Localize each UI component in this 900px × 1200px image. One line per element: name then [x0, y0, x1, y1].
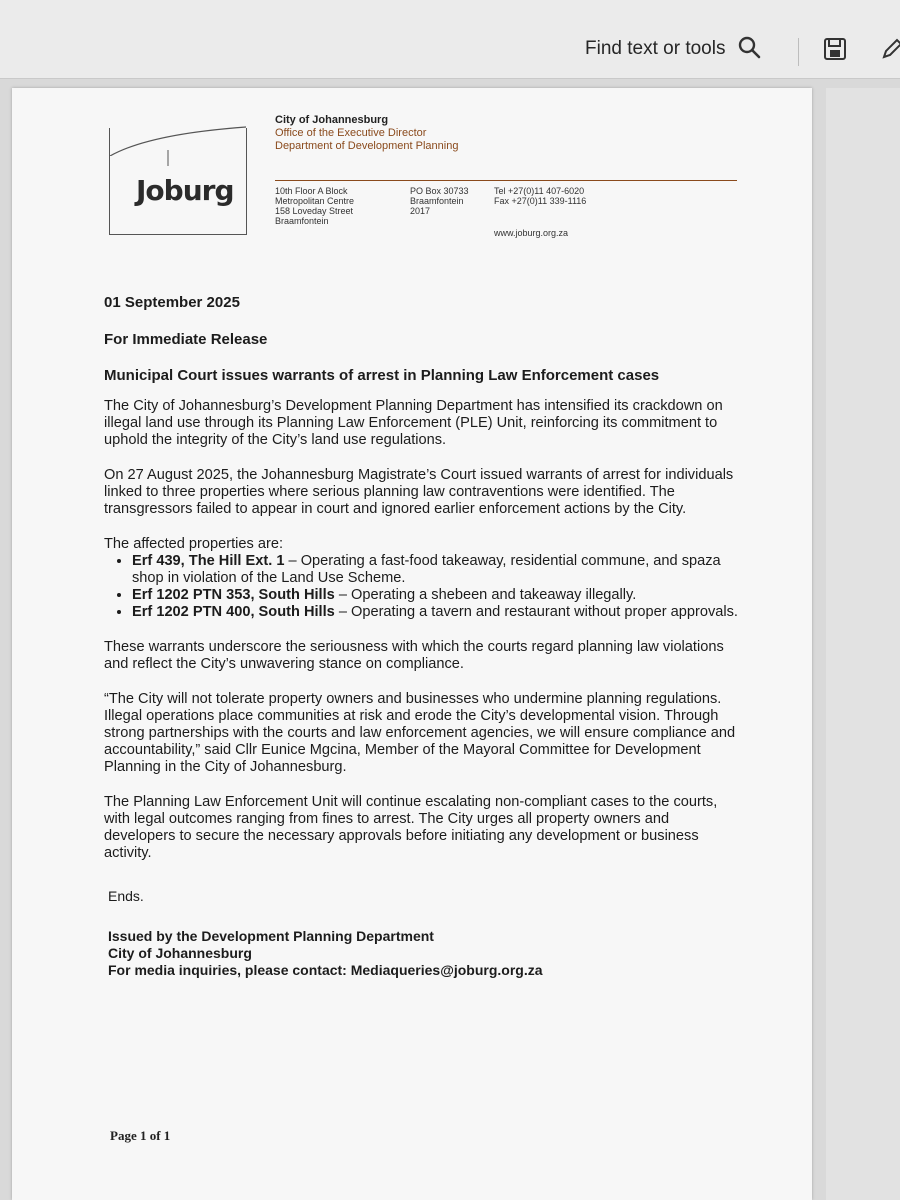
- list-item: [132, 587, 744, 604]
- tel-number: Tel +27(0)11 407-6020: [494, 186, 585, 196]
- paragraph-4-quote: “The City will not tolerate property owners and businesses who undermine planning regulations. Illegal operations place communities at risk and erode the City’s developmental vision. Through strong partnerships with the courts and law enforcement agencies, we will ensure compliance and accountability,” said Cllr Eunice Mgcina, Member of the Mayoral Committee for Development Planning in the City of Johannesburg.: [104, 691, 736, 775]
- right-side-panel: [826, 88, 900, 1200]
- logo-tick-icon: [163, 150, 173, 166]
- logo-curve-icon: [109, 126, 247, 156]
- joburg-logo: [109, 128, 247, 235]
- street-address: [275, 186, 354, 226]
- find-label: Find text or tools: [585, 38, 726, 59]
- contact-numbers: [494, 186, 586, 206]
- property-name: Erf 1202 PTN 400, South Hills: [132, 604, 335, 620]
- paragraph-2: On 27 August 2025, the Johannesburg Magistrate’s Court issued warrants of arrest for individuals linked to three properties where serious planning law contraventions were identified. The transgressors failed to appear in court and ignored earlier enforcement actions by the City.: [104, 467, 734, 517]
- property-name: Erf 1202 PTN 353, South Hills: [132, 587, 335, 603]
- postal-line: PO Box 30733: [410, 186, 469, 196]
- address-line: Metropolitan Centre: [275, 196, 355, 206]
- viewer-toolbar: [0, 0, 900, 79]
- office-name: Office of the Executive Director: [275, 127, 427, 139]
- department-name: Department of Development Planning: [275, 140, 459, 152]
- paragraph-5: The Planning Law Enforcement Unit will continue escalating non-compliant cases to the courts, with legal outcomes ranging from fines to arrest. The City urges all property owners and developers to secure the necessary approvals before initiating any development or business activity.: [104, 794, 718, 861]
- property-desc: – Operating a fast-food takeaway, residential commune, and spaza shop in violation of the Land Use Scheme.: [132, 553, 721, 586]
- page-number: Page 1 of 1: [110, 1128, 171, 1143]
- organisation-block: [275, 114, 458, 153]
- issued-org: City of Johannesburg: [108, 945, 252, 961]
- edit-icon: [880, 37, 900, 66]
- headline: Municipal Court issues warrants of arrest in Planning Law Enforcement cases: [104, 367, 660, 384]
- properties-list: [104, 553, 744, 621]
- website: www.joburg.org.za: [494, 228, 569, 238]
- press-release-body: [104, 294, 744, 979]
- release-type: For Immediate Release: [104, 331, 268, 348]
- find-text-or-tools-button[interactable]: [585, 34, 761, 64]
- toolbar-divider: [798, 38, 799, 66]
- issued-by-block: [108, 928, 744, 979]
- document-page: [12, 88, 812, 1200]
- issued-by: Issued by the Development Planning Department: [108, 928, 434, 944]
- release-date: 01 September 2025: [104, 294, 240, 311]
- save-button[interactable]: [820, 36, 850, 66]
- logo-text: Joburg: [136, 174, 234, 207]
- media-contact: For media inquiries, please contact: Mediaqueries@joburg.org.za: [108, 962, 543, 978]
- postal-line: Braamfontein: [410, 196, 464, 206]
- address-line: 10th Floor A Block: [275, 186, 348, 196]
- property-name: Erf 439, The Hill Ext. 1: [132, 553, 285, 569]
- fax-number: Fax +27(0)11 339-1116: [494, 196, 587, 206]
- list-item: [132, 553, 744, 587]
- org-name: City of Johannesburg: [275, 114, 389, 126]
- paragraph-1: The City of Johannesburg’s Development Planning Department has intensified its crackdown on illegal land use through its Planning Law Enforcement (PLE) Unit, reinforcing its commitment to uphold the integrity of the City’s land use regulations.: [104, 398, 723, 448]
- address-line: 158 Loveday Street: [275, 206, 354, 216]
- property-desc: – Operating a shebeen and takeaway illegally.: [334, 587, 637, 603]
- property-desc: – Operating a tavern and restaurant without proper approvals.: [334, 604, 738, 620]
- postal-address: [410, 186, 469, 216]
- paragraph-3: These warrants underscore the seriousness with which the courts regard planning law violations and reflect the City’s unwavering stance on compliance.: [104, 639, 724, 672]
- search-icon: [737, 35, 761, 64]
- ends-marker: Ends.: [108, 888, 144, 904]
- postal-line: 2017: [410, 206, 431, 216]
- list-item: [132, 604, 744, 621]
- edit-button[interactable]: [880, 36, 900, 66]
- properties-intro: The affected properties are:: [104, 536, 284, 552]
- save-icon: [823, 37, 847, 66]
- header-divider: [275, 180, 737, 181]
- address-line: Braamfontein: [275, 216, 329, 226]
